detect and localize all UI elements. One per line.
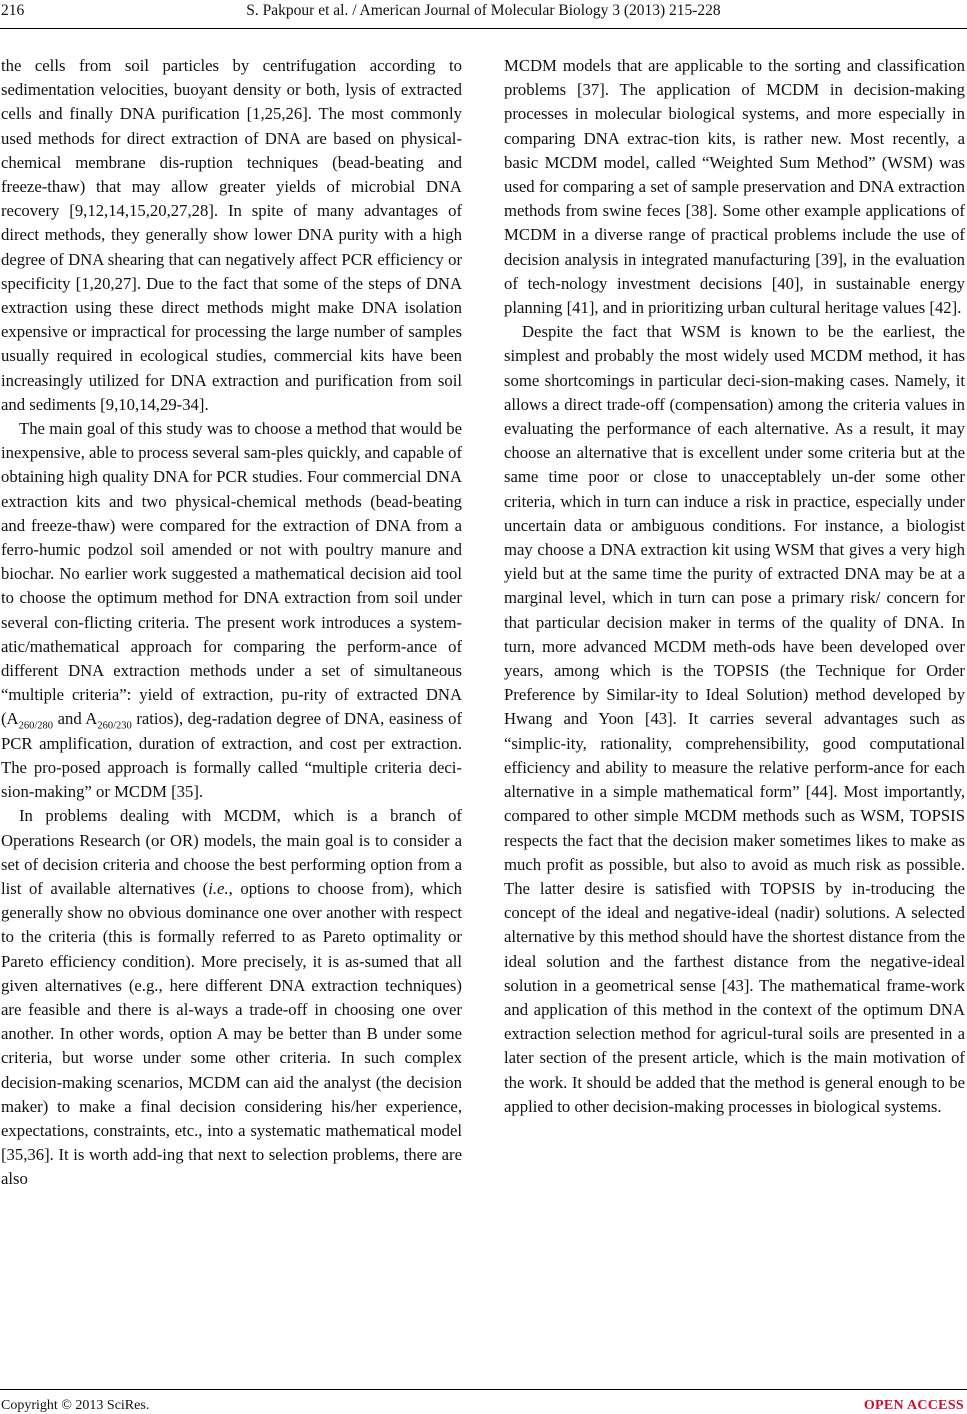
open-access-label: OPEN ACCESS [863,1398,964,1413]
footer-rule [0,1389,967,1390]
right-paragraph-1: MCDM models that are applicable to the sorting and classification problems [37]. The application of MCDM in decision-making processes in molecular biological systems, and more especially in comparing DNA extrac-tion kits, is rather new. Most recently, a basic MCDM model, called “Weighted Sum Method” (WSM) was used for comparing a set of sample preservation and DNA extraction methods from swine feces [38]. Some other example applications of MCDM in a diverse range of practical problems include the use of decision analysis in integrated manufacturing [39], in the evaluation of tech-nology investment decisions [40], in sustainable energy planning [41], and in prioritizing urban cultural heritage values [42]. [504,56,965,318]
left-paragraph-3: In problems dealing with MCDM, which is a branch of Operations Research (or OR) models, the main goal is to consider a set of decision criteria and choose the best performing option from a list of available alternatives (i.e., options to choose from), which generally show no obvious dominance one over another with respect to the criteria (this is formally referred to as Pareto optimality or Pareto efficiency condition). More precisely, it is as-sumed that all given alternatives (e.g., here different DNA extraction techniques) are feasible and there is al-ways a trade-off in choosing one over another. In other words, option A may be better than B under some criteria, but worse under some other criteria. In such complex decision-making scenarios, MCDM can aid the analyst (the decision maker) to make a final decision considering his/her experience, expectations, constraints, etc., into a systematic mathematical model [35,36]. It is worth add-ing that next to selection problems, there are also [1,806,462,1189]
header-rule [0,28,967,29]
page-header [0,0,967,30]
left-column [1,54,462,1192]
page-footer [0,1398,967,1414]
copyright-notice: Copyright © 2013 SciRes. [1,1398,150,1413]
right-paragraph-2: Despite the fact that WSM is known to be the earliest, the simplest and probably the most widely used MCDM method, it has some shortcomings in particular deci-sion-making cases. Namely, it allows a direct trade-off (compensation) among the criteria values in evaluating the performance of each alternative. As a result, it may choose an alternative that is excellent under some criteria but at the same time poor or close to unacceptablely un-der some other criteria, which in turn can induce a risk in practice, especially under uncertain data or ambiguous conditions. For instance, a biologist may choose a DNA extraction kit using WSM that gives a very high yield but at the same time the purity of extracted DNA may be at a marginal level, which in turn can pose a primary risk/ concern for that particular decision maker in terms of the quality of DNA. In turn, more advanced MCDM meth-ods have been developed over years, among which is the TOPSIS (the Technique for Order Preference by Similar-ity to Ideal Solution) method developed by Hwang and Yoon [43]. It carries several advantages such as “simplic-ity, rationality, comprehensibility, good computational efficiency and ability to measure the relative perform-ance for each alternative in a simple mathematical form” [44]. Most importantly, compared to other simple MCDM methods such as WSM, TOPSIS respects the fact that the decision maker sometimes likes to make as much profit as possible, but also to avoid as much risk as possible. The latter desire is satisfied with TOPSIS by in-troducing the concept of the ideal and negative-ideal (nadir) solutions. A selected alternative by this method should have the shortest distance from the ideal solution and the farthest distance from the negative-ideal solution in a geometrical sense [43]. The mathematical frame-work and application of this method in the context of the optimum DNA extraction selection method for agricul-tural soils are presented in a later section of the present article, which is the main motivation of the work. It should be added that the method is general enough to be applied to other decision-making processes in biological systems. [504,322,965,1116]
left-paragraph-1: the cells from soil particles by centrifugation according to sedimentation velocities, buoyant density or both, lysis of extracted cells and finally DNA purification [1,25,26]. The most commonly used methods for direct extraction of DNA are based on physical-chemical membrane dis-ruption techniques (bead-beating and freeze-thaw) that may allow greater yields of microbial DNA recovery [9,12,14,15,20,27,28]. In spite of many advantages of direct methods, they generally show lower DNA purity with a high degree of DNA shearing that can negatively affect PCR efficiency or specificity [1,20,27]. Due to the fact that some of the steps of DNA extraction using these direct methods might make DNA isolation expensive or impractical for processing the large number of samples usually required in ecological studies, commercial kits have been increasingly utilized for DNA extraction and purification from soil and sediments [9,10,14,29-34]. [1,56,462,414]
left-paragraph-2: The main goal of this study was to choose a method that would be inexpensive, able to process several sam-ples quickly, and capable of obtaining high quality DNA for PCR studies. Four commercial DNA extraction kits and two physical-chemical methods (bead-beating and freeze-thaw) were compared for the extraction of DNA from a ferro-humic podzol soil amended or not with poultry manure and biochar. No earlier work suggested a mathematical decision aid tool to choose the optimum method for DNA extraction from soil under several con-flicting criteria. The present work introduces a system-atic/mathematical approach for comparing the perform-ance of different DNA extraction methods under a set of simultaneous “multiple criteria”: yield of extraction, pu-rity of extracted DNA ($A_{260/280}$ and $A_{260/230}$ ratios), deg-radation degree of DNA, easiness of PCR amplification, duration of extraction, and cost per extraction. The pro-posed approach is formally called “multiple criteria deci-sion-making” or MCDM [35]. [1,419,463,802]
page-number: 216 [1,2,25,19]
running-head: S. Pakpour et al. / American Journal of Molecular Biology 3 (2013) 215-228 [246,2,721,19]
right-column [504,54,965,1119]
